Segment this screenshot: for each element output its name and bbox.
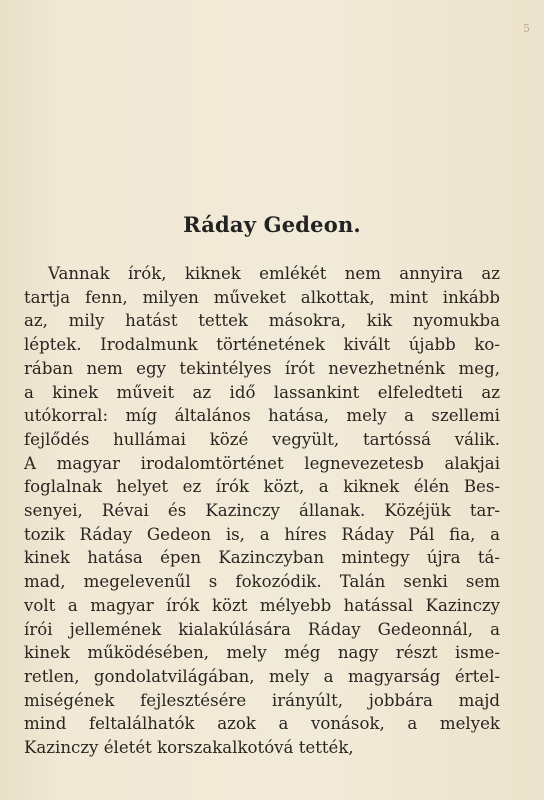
chapter-title: Ráday Gedeon. — [183, 212, 361, 237]
text-line: mind feltalálhatók azok a vonások, a melyek — [24, 714, 500, 734]
text-line: léptek. Irodalmunk történetének kivált újabb ko- — [24, 335, 500, 355]
text-line: a kinek műveit az idő lassankint elfeledteti az — [24, 382, 500, 402]
text-line: rában nem egy tekintélyes írót nevezhetnénk meg, — [24, 358, 500, 378]
text-line: tozik Ráday Gedeon is, a híres Ráday Pál fia, a — [24, 524, 500, 544]
body-text — [24, 262, 500, 760]
text-line: kinek hatása épen Kazinczyban mintegy újra tá- — [24, 548, 500, 568]
text-line: mad, megelevenűl s fokozódik. Talán senki sem — [24, 572, 500, 592]
page-number: 5 — [523, 22, 530, 35]
text-line: Kazinczy életét korszakalkotóvá tették, — [24, 738, 354, 758]
text-line: miségének fejlesztésére irányúlt, jobbára majd — [24, 690, 500, 710]
text-line: foglalnak helyet ez írók közt, a kiknek élén Bes- — [24, 477, 500, 497]
text-line: írói jellemének kialakúlására Ráday Gedeonnál, a — [24, 619, 500, 639]
text-line: kinek működésében, mely még nagy részt isme- — [24, 643, 500, 663]
text-line: retlen, gondolatvilágában, mely a magyarság értel- — [24, 666, 500, 686]
text-line: fejlődés hullámai közé vegyült, tartóssá válik. — [24, 429, 500, 449]
text-line: volt a magyar írók közt mélyebb hatással Kazinczy — [24, 595, 500, 615]
text-line: Vannak írók, kiknek emlékét nem annyira az — [48, 264, 500, 283]
text-line: A magyar irodalomtörténet legnevezetesb alakjai — [24, 453, 500, 473]
text-line: az, mily hatást tettek másokra, kik nyomukba — [24, 311, 500, 331]
text-line: tartja fenn, milyen műveket alkottak, mint inkább — [24, 287, 500, 307]
text-line: senyei, Révai és Kazinczy állanak. Közéjük tar- — [24, 501, 500, 521]
text-line: utókorral: míg általános hatása, mely a szellemi — [24, 406, 500, 426]
